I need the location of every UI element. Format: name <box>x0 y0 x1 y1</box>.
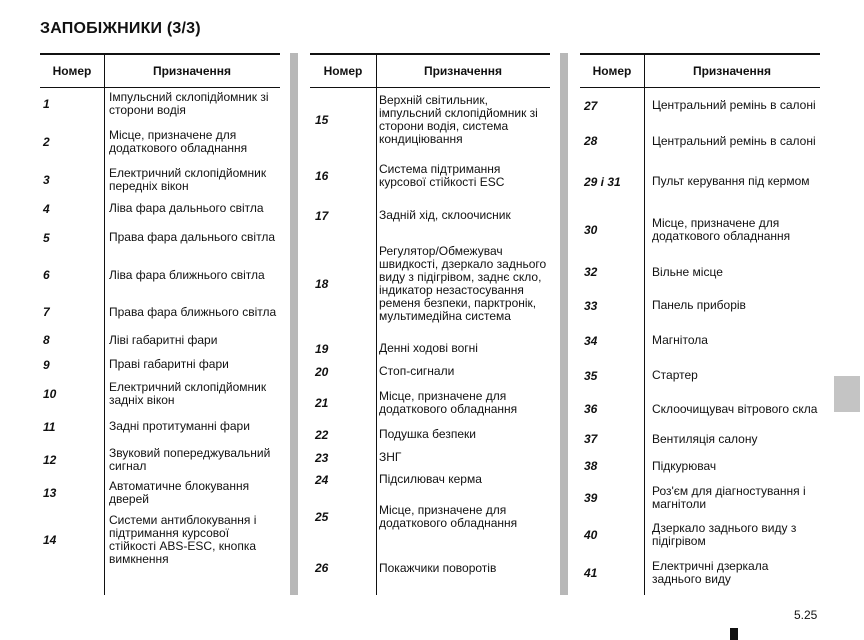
table-row <box>310 490 550 543</box>
header-number: Номер <box>592 64 632 78</box>
fuse-purpose: Електричний склопідйомник передніх вікон <box>109 166 267 193</box>
fuse-number: 20 <box>315 364 329 379</box>
table-row <box>580 159 820 204</box>
fuse-purpose: Підкурювач <box>652 458 717 473</box>
fuse-purpose: Імпульсний склопідйомник зі сторони водія <box>109 89 269 117</box>
table-row <box>40 352 280 377</box>
fuse-purpose: Системи антиблокування і підтримання курсової стійкості ABS-ESC, кнопка вимкнення <box>109 513 257 566</box>
table-row <box>40 410 280 443</box>
fuse-number: 27 <box>584 98 598 113</box>
fuse-purpose: Місце, призначене для додаткового обладнання <box>652 216 791 243</box>
fuse-number: 10 <box>43 386 57 401</box>
table-header <box>40 55 280 88</box>
table-row <box>40 296 280 328</box>
table-row <box>580 554 820 591</box>
fuse-purpose: Електричний склопідйомник задніх вікон <box>109 379 267 407</box>
fuse-purpose: Дзеркало заднього виду з підігрівом <box>652 521 797 548</box>
fuse-number: 26 <box>315 561 329 575</box>
table-row <box>40 328 280 352</box>
fuse-purpose: Центральний ремінь в салоні <box>652 133 816 148</box>
fuse-number: 8 <box>43 333 50 347</box>
table-row <box>310 151 550 201</box>
fuse-purpose: Стартер <box>652 368 698 382</box>
header-number: Номер <box>323 64 363 78</box>
table-row <box>40 196 280 221</box>
header-number: Номер <box>52 64 92 78</box>
fuse-purpose: Вільне місце <box>652 264 723 279</box>
fuse-number: 3 <box>43 173 50 187</box>
table-row <box>580 479 820 516</box>
page-title <box>40 20 201 38</box>
fuse-number: 9 <box>43 357 50 372</box>
header-purpose: Призначення <box>152 64 232 78</box>
fuse-purpose: Місце, призначене для додаткового обладнання <box>109 127 248 155</box>
fuse-number: 19 <box>315 341 329 356</box>
table-row <box>310 383 550 423</box>
fuse-purpose: Панель приборів <box>652 298 746 312</box>
fuse-purpose: Підсилювач керма <box>379 472 482 486</box>
fuse-purpose: Роз'єм для діагностування і магнітоли <box>652 483 806 511</box>
page-number: 5.25 <box>794 608 818 622</box>
fuse-purpose: Автоматичне блокування дверей <box>109 478 250 506</box>
fuse-purpose: Звуковий попереджувальний сигнал <box>109 445 271 473</box>
fuse-number: 33 <box>584 298 598 313</box>
fuse-purpose: Праві габаритні фари <box>109 357 229 371</box>
fuse-purpose: Права фара ближнього світла <box>109 304 277 319</box>
table-row <box>310 446 550 469</box>
table-row <box>310 469 550 490</box>
fuse-purpose: ЗНГ <box>379 450 402 464</box>
table-row <box>40 509 280 571</box>
table-row <box>580 123 820 159</box>
fuse-number: 37 <box>584 432 598 446</box>
fuse-number: 29 і 31 <box>584 174 621 189</box>
table-row <box>580 288 820 323</box>
fuse-purpose: Задній хід, склоочисник <box>379 208 511 222</box>
header-purpose: Призначення <box>692 64 772 78</box>
fuse-purpose: Пульт керування під кермом <box>652 174 810 188</box>
corner-mark <box>730 628 738 640</box>
fuse-purpose: Права фара дальнього світла <box>109 230 276 244</box>
fuse-purpose: Регулятор/Обмежувач швидкості, дзеркало заднього виду з підігрівом, заднє скло, індикатор незастосування ременя безпеки, парктронік, мультимедійна система <box>379 243 547 323</box>
table-row <box>310 88 550 151</box>
table-row <box>40 221 280 254</box>
table-header <box>580 55 820 88</box>
separator-bar <box>290 53 298 595</box>
fuse-number: 11 <box>43 419 56 434</box>
table-row <box>310 337 550 360</box>
fuse-number: 2 <box>43 134 50 149</box>
fuse-number: 22 <box>315 427 329 442</box>
fuse-number: 35 <box>584 368 598 383</box>
fuse-purpose: Система підтримання курсової стійкості ESC <box>379 162 505 189</box>
fuse-number: 32 <box>584 265 598 279</box>
fuse-number: 17 <box>315 208 329 223</box>
fuse-purpose: Покажчики поворотів <box>379 560 497 575</box>
fuse-number: 36 <box>584 402 598 416</box>
fuse-number: 23 <box>315 450 329 465</box>
fuse-number: 41 <box>584 565 598 580</box>
table-row <box>580 204 820 256</box>
separator-bar <box>560 53 568 595</box>
fuse-number: 24 <box>315 472 329 487</box>
table-row <box>40 254 280 296</box>
fuse-number: 34 <box>584 333 598 348</box>
table-row <box>310 360 550 383</box>
fuse-number: 25 <box>315 509 329 524</box>
fuse-purpose: Місце, призначене для додаткового обладнання <box>379 502 518 530</box>
fuse-number: 4 <box>43 201 50 216</box>
fuse-number: 6 <box>43 268 50 282</box>
table-row <box>310 201 550 230</box>
fuse-number: 28 <box>584 134 598 148</box>
table-row <box>580 88 820 123</box>
fuse-number: 14 <box>43 533 57 547</box>
fuse-number: 12 <box>43 452 57 467</box>
fuse-number: 21 <box>315 396 329 410</box>
fuse-purpose: Задні протитуманні фари <box>109 419 250 433</box>
fuse-number: 40 <box>584 528 598 542</box>
fuse-number: 30 <box>584 223 598 237</box>
fuse-table-3 <box>580 53 820 595</box>
fuse-number: 1 <box>43 96 50 111</box>
fuse-purpose: Центральний ремінь в салоні <box>652 98 816 112</box>
fuse-purpose: Місце, призначене для додаткового обладнання <box>379 389 518 416</box>
table-row <box>580 516 820 554</box>
fuse-purpose: Стоп-сигнали <box>379 364 455 378</box>
fuse-purpose: Подушка безпеки <box>379 427 476 441</box>
page-title-suffix: (3/3) <box>166 20 201 37</box>
table-row <box>40 119 280 164</box>
table-row <box>310 543 550 593</box>
table-row <box>310 423 550 446</box>
table-row <box>580 256 820 288</box>
header-purpose: Призначення <box>423 64 503 78</box>
fuse-purpose: Ліва фара дальнього світла <box>109 201 264 215</box>
table-row <box>580 425 820 453</box>
fuse-number: 5 <box>43 230 50 245</box>
fuse-number: 38 <box>584 459 598 473</box>
fuse-purpose: Електричні дзеркала заднього виду <box>652 558 769 586</box>
fuse-table-1 <box>40 53 280 595</box>
section-thumb-tab <box>834 376 860 412</box>
fuse-number: 15 <box>315 112 329 127</box>
fuse-purpose: Ліва фара ближнього світла <box>109 267 265 282</box>
fuse-purpose: Вентиляція салону <box>652 431 758 446</box>
table-row <box>40 164 280 196</box>
page-title-text: ЗАПОБІЖНИКИ <box>40 20 163 37</box>
fuse-number: 7 <box>43 305 50 319</box>
fuse-number: 16 <box>315 169 329 183</box>
table-row <box>580 393 820 425</box>
table-row <box>40 88 280 119</box>
table-row <box>580 453 820 479</box>
table-row <box>40 443 280 476</box>
fuse-number: 13 <box>43 485 57 500</box>
table-row <box>580 323 820 358</box>
table-row <box>40 476 280 509</box>
table-header <box>310 55 550 88</box>
fuse-number: 39 <box>584 490 598 505</box>
fuse-number: 18 <box>315 276 329 291</box>
fuse-purpose: Склоочищувач вітрового скла <box>652 401 818 416</box>
fuse-purpose: Ліві габаритні фари <box>109 332 218 347</box>
fuse-purpose: Магнітола <box>652 333 708 347</box>
fuse-purpose: Верхній світильник, імпульсний склопідйомник зі сторони водія, система кондиціювання <box>379 92 538 146</box>
table-row <box>310 230 550 337</box>
table-row <box>40 377 280 410</box>
fuse-purpose: Денні ходові вогні <box>379 341 478 355</box>
table-row <box>580 358 820 393</box>
fuse-table-2 <box>310 53 550 595</box>
